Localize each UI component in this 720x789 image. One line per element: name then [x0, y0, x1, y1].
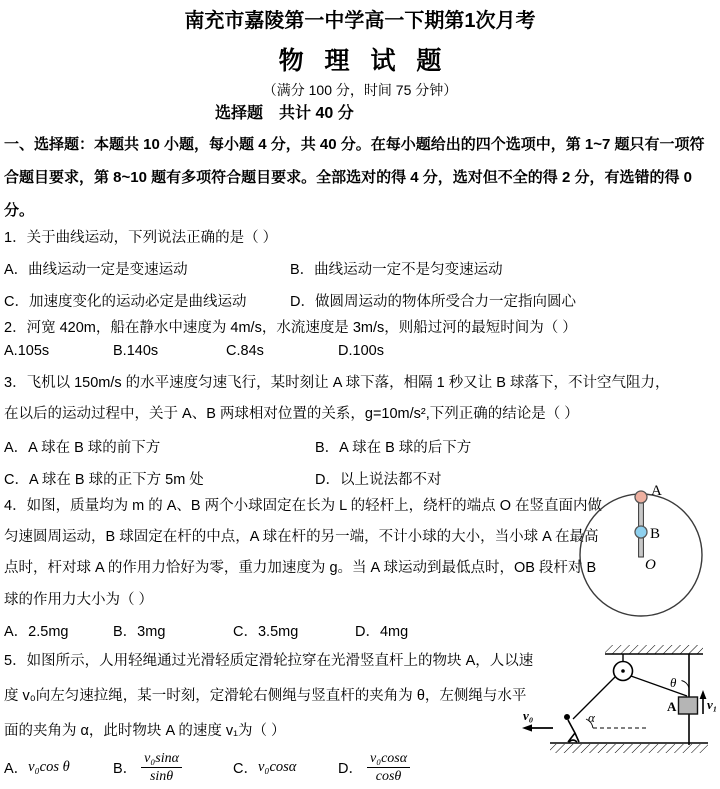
q4-option-a: A．2.5mg: [4, 624, 69, 640]
q4-option-b: B．3mg: [113, 624, 166, 640]
q4-option-d: D．4mg: [355, 624, 409, 640]
ball-a: [635, 491, 647, 503]
pulley-axle: [621, 669, 625, 673]
alpha-label: α: [588, 710, 595, 725]
q2-option-b: B.140s: [113, 343, 159, 359]
q3-option-b: B．A 球在 B 球的后下方: [315, 440, 472, 456]
q5-option-c-expr: v₀cosα: [257, 758, 297, 775]
q2-stem: 2．河宽 420m，船在静水中速度为 4m/s，水流速度是 3m/s，则船过河的最短时间为（ ）: [4, 320, 577, 336]
v0-arrow-head: [522, 724, 532, 731]
instructions-line-2: 合题目要求，第 8~10 题有多项符合题目要求。全部选对的得 4 分，选对但不全的得 2 分，有选错的得 0: [4, 169, 692, 186]
q3-stem-line-1: 3．飞机以 150m/s 的水平速度匀速飞行，某时刻让 A 球下落，相隔 1 秒又让 B 球落下，不计空气阻力，: [4, 375, 670, 391]
center-o-label: O: [645, 557, 656, 573]
q3-option-d: D．以上说法都不对: [315, 472, 442, 488]
q4-stem-line-4: 球的作用力大小为（ ）: [4, 592, 154, 608]
subject-title: 物 理 试 题: [278, 47, 442, 75]
theta-label: θ: [670, 675, 677, 690]
q5-stem-line-1: 5．如图所示，人用轻绳通过光滑轻质定滑轮拉穿在光滑竖直杆上的物块 A，人以速: [4, 653, 534, 669]
q5-stem-line-3: 面的夹角为 α，此时物块 A 的速度 v₁为（ ）: [4, 723, 286, 739]
q5-option-d-label: D．: [338, 760, 363, 777]
theta-arc: [682, 681, 690, 689]
q5-diagram: [505, 642, 720, 756]
q5-option-b-label: B．: [113, 760, 138, 777]
q5-option-a: [4, 747, 70, 787]
q2-option-c: C.84s: [226, 343, 264, 359]
section-heading: 选择题 共计 40 分: [215, 105, 354, 122]
block-a-label: A: [667, 699, 677, 714]
v0-label: v₀: [523, 708, 534, 723]
q2-option-d: D.100s: [338, 343, 384, 359]
q5-option-a-expr: v₀cos θ: [28, 758, 70, 775]
q1-option-d: D．做圆周运动的物体所受合力一定指向圆心: [290, 294, 576, 310]
block-a: [679, 697, 698, 714]
ground-hatch: [550, 744, 708, 753]
q1-stem: 1．关于曲线运动，下列说法正确的是（ ）: [4, 230, 278, 246]
rope-right: [631, 676, 687, 696]
q1-option-c: C．加速度变化的运动必定是曲线运动: [4, 294, 247, 310]
v1-label: v₁: [707, 697, 718, 712]
ball-b-label: B: [650, 526, 661, 542]
q5-option-c-label: C．: [233, 760, 258, 777]
q4-stem-line-1: 4．如图，质量均为 m 的 A、B 两个小球固定在长为 L 的轻杆上，绕杆的端点 O 在竖直面内做: [4, 498, 603, 514]
q1-option-b: B．曲线运动一定不是匀变速运动: [290, 262, 503, 278]
q3-stem-line-2: 在以后的运动过程中，关于 A、B 两球相对位置的关系，g=10m/s²,下列正确的结论是（ ）: [4, 406, 579, 422]
q4-option-c: C．3.5mg: [233, 624, 299, 640]
q5-option-a-label: A．: [4, 760, 29, 777]
q5-option-b-fraction: [141, 750, 182, 785]
ceiling-hatch: [605, 645, 703, 654]
q1-option-a: A．曲线运动一定是变速运动: [4, 262, 188, 278]
ball-a-label: A: [651, 483, 662, 499]
q3-option-a: A．A 球在 B 球的前下方: [4, 440, 161, 456]
q4-stem-line-3: 点时，杆对球 A 的作用力恰好为零，重力加速度为 g。当 A 球运动到最低点时，OB 段杆对 B: [4, 560, 597, 576]
q5-option-d-numerator: v₀cosα: [367, 750, 410, 768]
person-body: [568, 720, 579, 742]
exam-meta: （满分 100 分，时间 75 分钟）: [262, 82, 458, 98]
q3-option-c: C．A 球在 B 球的正下方 5m 处: [4, 472, 204, 488]
v1-arrow-head: [700, 690, 707, 699]
q5-option-b-numerator: v₀sinα: [141, 750, 182, 768]
q2-option-a: A.105s: [4, 343, 50, 359]
instructions-line-1: 一、选择题：本题共 10 小题，每小题 4 分，共 40 分。在每小题给出的四个选项中，第 1~7 题只有一项符: [4, 136, 705, 153]
q5-option-d-denominator: cosθ: [375, 768, 402, 784]
instructions-line-3: 分。: [4, 202, 35, 219]
q4-diagram: [575, 482, 717, 630]
ball-b: [635, 526, 647, 538]
q5-option-b-denominator: sinθ: [149, 768, 174, 784]
q5-option-c: [233, 747, 296, 787]
page-title: 南充市嘉陵第一中学高一下期第1次月考: [184, 10, 536, 32]
q4-stem-line-2: 匀速圆周运动，B 球固定在杆的中点，A 球在杆的另一端，不计小球的大小，当小球 A 在最高: [4, 529, 599, 545]
person-head: [564, 714, 570, 720]
q5-stem-line-2: 度 v₀向左匀速拉绳，某一时刻，定滑轮右侧绳与竖直杆的夹角为 θ，左侧绳与水平: [4, 688, 527, 704]
q5-option-d-fraction: [367, 750, 410, 785]
q5-option-d: [338, 747, 410, 787]
q5-option-b: [113, 747, 182, 787]
